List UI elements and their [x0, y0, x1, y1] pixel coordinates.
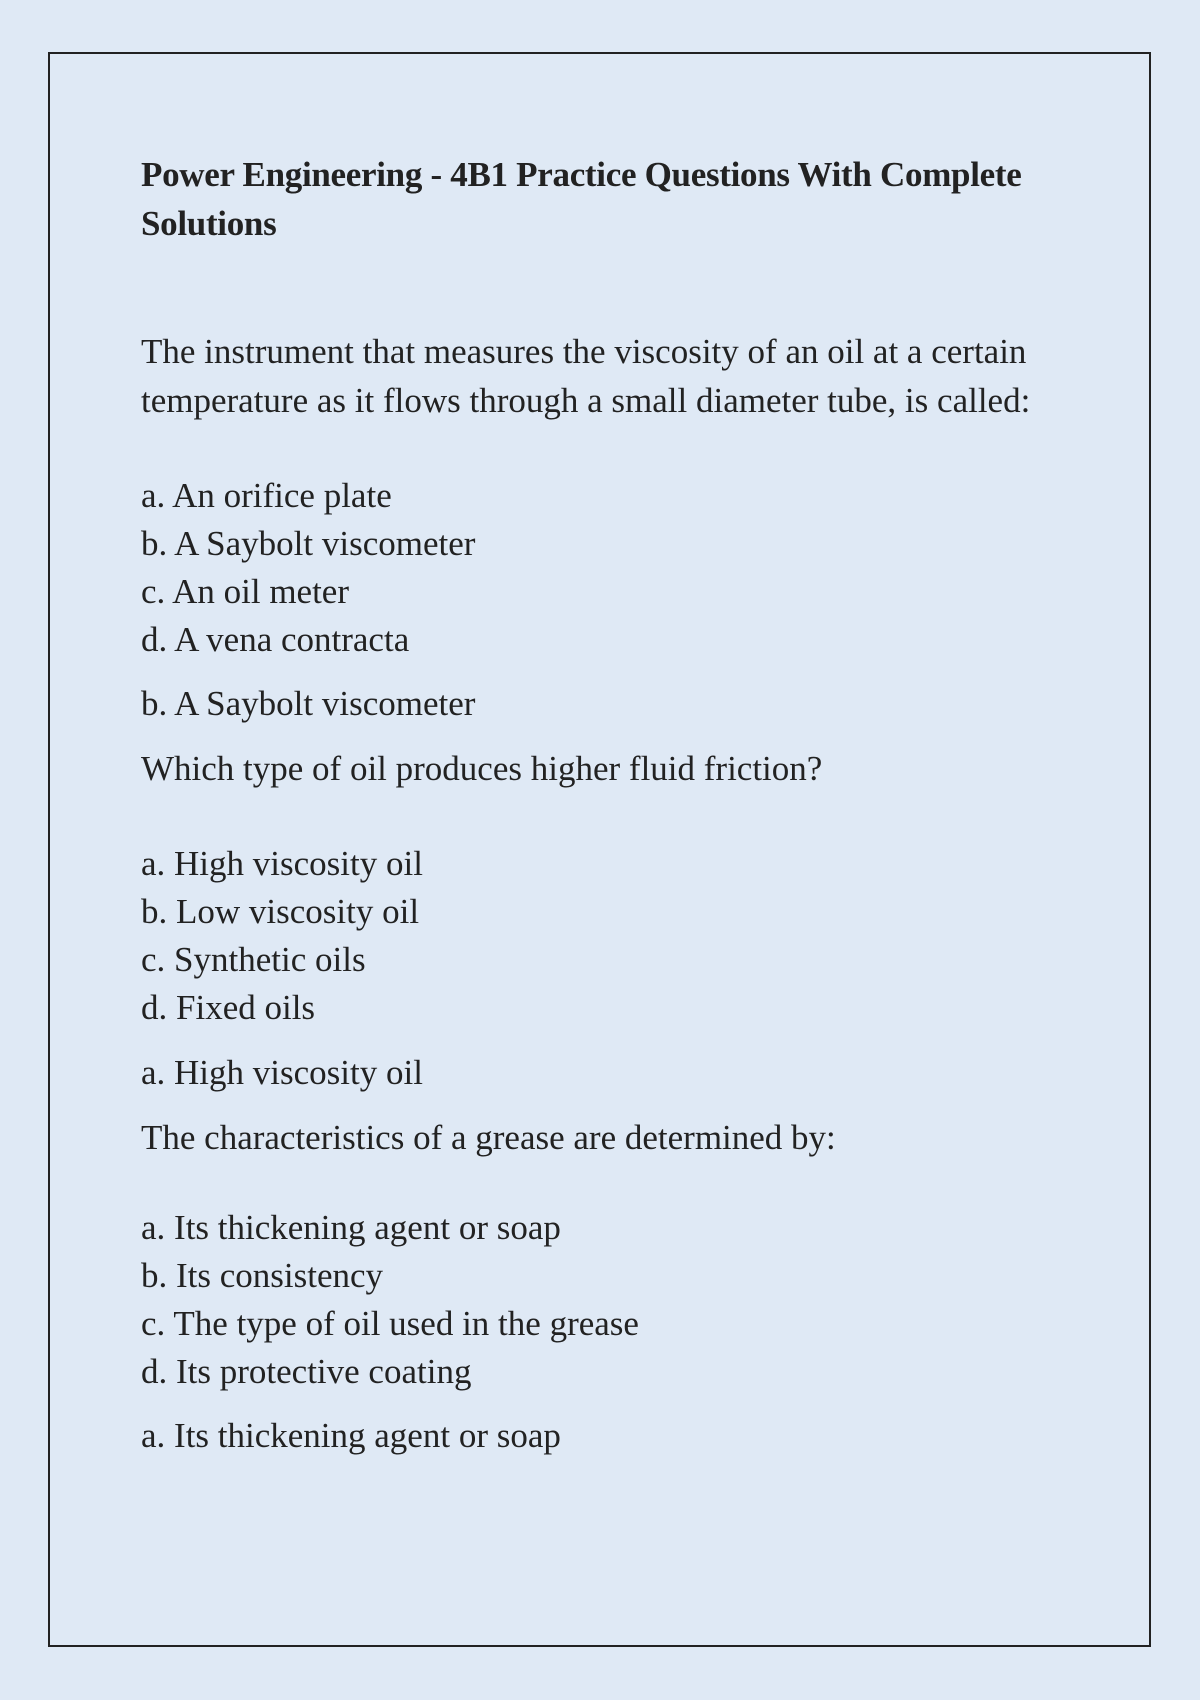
question-text: The instrument that measures the viscosity of an oil at a certain temperature as it flows through a small diameter tube, is called: — [141, 332, 1031, 420]
options-list — [141, 472, 1081, 664]
option-item: a. An orifice plate — [141, 476, 392, 515]
question-1 — [141, 327, 1081, 728]
option-item: b. Its consistency — [141, 1256, 384, 1295]
question-text: Which type of oil produces higher fluid friction? — [141, 749, 823, 788]
options-list — [141, 840, 1081, 1032]
answer: a. Its thickening agent or soap — [141, 1416, 561, 1455]
option-item: d. Its protective coating — [141, 1352, 472, 1391]
option-item: b. A Saybolt viscometer — [141, 524, 476, 563]
question-2 — [141, 744, 1081, 1097]
option-item: a. Its thickening agent or soap — [141, 1208, 561, 1247]
answer: a. High viscosity oil — [141, 1053, 423, 1092]
options-list — [141, 1204, 1081, 1396]
option-item: c. The type of oil used in the grease — [141, 1304, 639, 1343]
answer: b. A Saybolt viscometer — [141, 684, 476, 723]
question-3 — [141, 1113, 1081, 1460]
option-item: a. High viscosity oil — [141, 844, 423, 883]
option-item: d. Fixed oils — [141, 988, 316, 1027]
question-text: The characteristics of a grease are determined by: — [141, 1118, 836, 1157]
option-item: c. An oil meter — [141, 572, 350, 611]
document-content — [141, 150, 1081, 1460]
option-item: d. A vena contracta — [141, 620, 410, 659]
option-item: c. Synthetic oils — [141, 940, 366, 979]
document-title: Power Engineering - 4B1 Practice Questions With Complete Solutions — [141, 155, 1022, 243]
option-item: b. Low viscosity oil — [141, 892, 420, 931]
